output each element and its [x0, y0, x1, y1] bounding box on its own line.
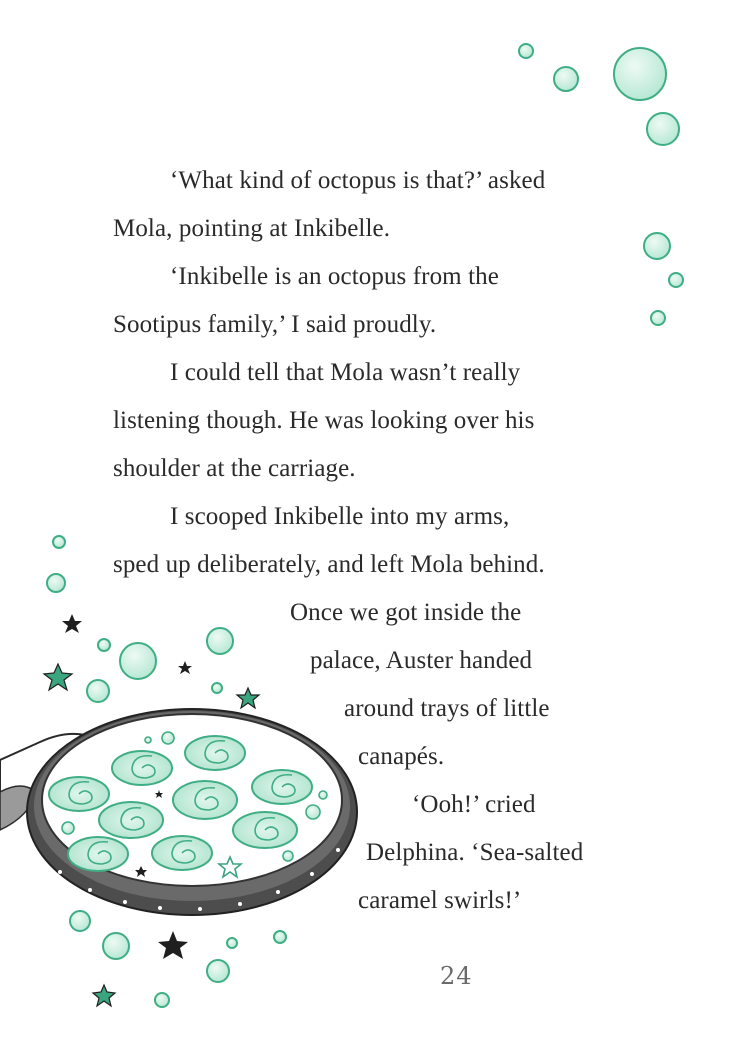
text-line: ‘Ooh!’ cried	[412, 791, 536, 818]
bubble	[98, 639, 110, 651]
text-line: palace, Auster handed	[310, 647, 533, 674]
bubble	[120, 643, 156, 679]
bubble	[207, 628, 233, 654]
text-line: Delphina. ‘Sea-salted	[366, 839, 584, 866]
tray-illustration	[27, 709, 357, 915]
text-line: canapés.	[358, 743, 445, 770]
bubble	[227, 938, 237, 948]
bubble	[53, 536, 65, 548]
bubble	[212, 683, 222, 693]
star-dark-icon	[178, 661, 192, 674]
bubble	[669, 273, 683, 287]
star-green-icon	[44, 664, 72, 690]
star-dark-icon	[62, 614, 82, 633]
text-line: sped up deliberately, and left Mola behind.	[113, 551, 545, 578]
star-green-icon	[93, 985, 115, 1006]
text-line: Sootipus family,’ I said proudly.	[113, 311, 437, 338]
text-line: shoulder at the carriage.	[113, 455, 356, 482]
bubble	[207, 960, 229, 982]
text-line: Once we got inside the	[290, 599, 522, 626]
bubble	[614, 48, 666, 100]
star-dark-icon	[158, 931, 188, 959]
bubble	[519, 44, 533, 58]
text-line: I scooped Inkibelle into my arms,	[170, 503, 510, 530]
bubble	[103, 933, 129, 959]
bubble	[274, 931, 286, 943]
bubble	[87, 680, 109, 702]
bubble	[647, 113, 679, 145]
text-line: Mola, pointing at Inkibelle.	[113, 215, 391, 242]
bubble	[651, 311, 665, 325]
text-line: caramel swirls!’	[358, 887, 522, 914]
bubble	[644, 233, 670, 259]
page-number: 24	[440, 962, 473, 990]
bubble	[554, 67, 578, 91]
text-line: around trays of little	[344, 695, 550, 722]
text-line: ‘Inkibelle is an octopus from the	[170, 263, 499, 290]
text-line: listening though. He was looking over his	[113, 407, 535, 434]
bubble	[70, 911, 90, 931]
bubble	[47, 574, 65, 592]
text-line: ‘What kind of octopus is that?’ asked	[170, 167, 546, 194]
bubble	[155, 993, 169, 1007]
text-line: I could tell that Mola wasn’t really	[170, 359, 521, 386]
star-green-icon	[237, 688, 259, 708]
